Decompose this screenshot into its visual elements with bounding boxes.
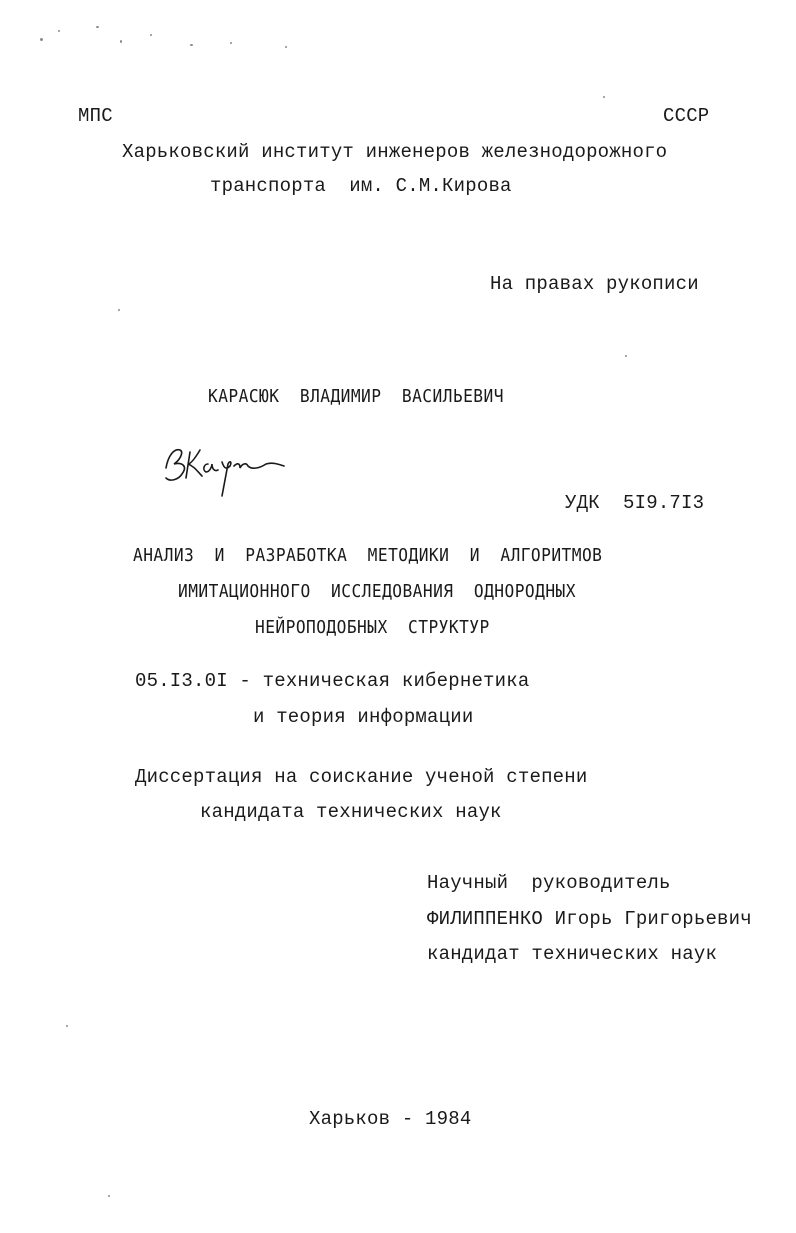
stamp-mark <box>40 38 43 41</box>
udc-code: УДК 5I9.7I3 <box>565 492 705 514</box>
scan-speck <box>603 96 605 98</box>
stamp-mark <box>150 34 152 36</box>
ministry-label: МПС <box>78 105 113 127</box>
stamp-mark <box>120 40 122 43</box>
title-line-3: НЕЙРОПОДОБНЫХ СТРУКТУР <box>255 617 490 638</box>
supervisor-name: ФИЛИППЕНКО Игорь Григорьевич <box>427 908 752 930</box>
author-name: КАРАСЮК ВЛАДИМИР ВАСИЛЬЕВИЧ <box>208 386 504 407</box>
handwritten-signature <box>160 434 300 504</box>
scan-speck <box>118 309 120 311</box>
stamp-mark <box>58 30 60 32</box>
scan-speck <box>66 1025 68 1027</box>
supervisor-degree: кандидат технических наук <box>427 943 718 965</box>
scan-speck <box>625 355 627 357</box>
country-label: СССР <box>663 105 710 127</box>
specialty-line-2: и теория информации <box>253 706 474 728</box>
scan-speck <box>108 1195 110 1197</box>
stamp-mark <box>230 42 232 44</box>
stamp-mark <box>285 46 287 48</box>
place-year: Харьков - 1984 <box>309 1108 472 1130</box>
title-line-1: АНАЛИЗ И РАЗРАБОТКА МЕТОДИКИ И АЛГОРИТМОВ <box>133 545 603 566</box>
specialty-line-1: 05.I3.0I - техническая кибернетика <box>135 670 530 692</box>
stamp-mark <box>96 26 99 28</box>
degree-line-2: кандидата технических наук <box>200 801 502 823</box>
rights-note: На правах рукописи <box>490 273 699 295</box>
supervisor-role: Научный руководитель <box>427 872 671 894</box>
institute-line-2: транспорта им. С.М.Кирова <box>210 175 512 197</box>
institute-line-1: Харьковский институт инженеров железнодорожного <box>122 141 668 163</box>
degree-line-1: Диссертация на соискание ученой степени <box>135 766 588 788</box>
title-line-2: ИМИТАЦИОННОГО ИССЛЕДОВАНИЯ ОДНОРОДНЫХ <box>178 581 576 602</box>
stamp-mark <box>190 44 193 46</box>
